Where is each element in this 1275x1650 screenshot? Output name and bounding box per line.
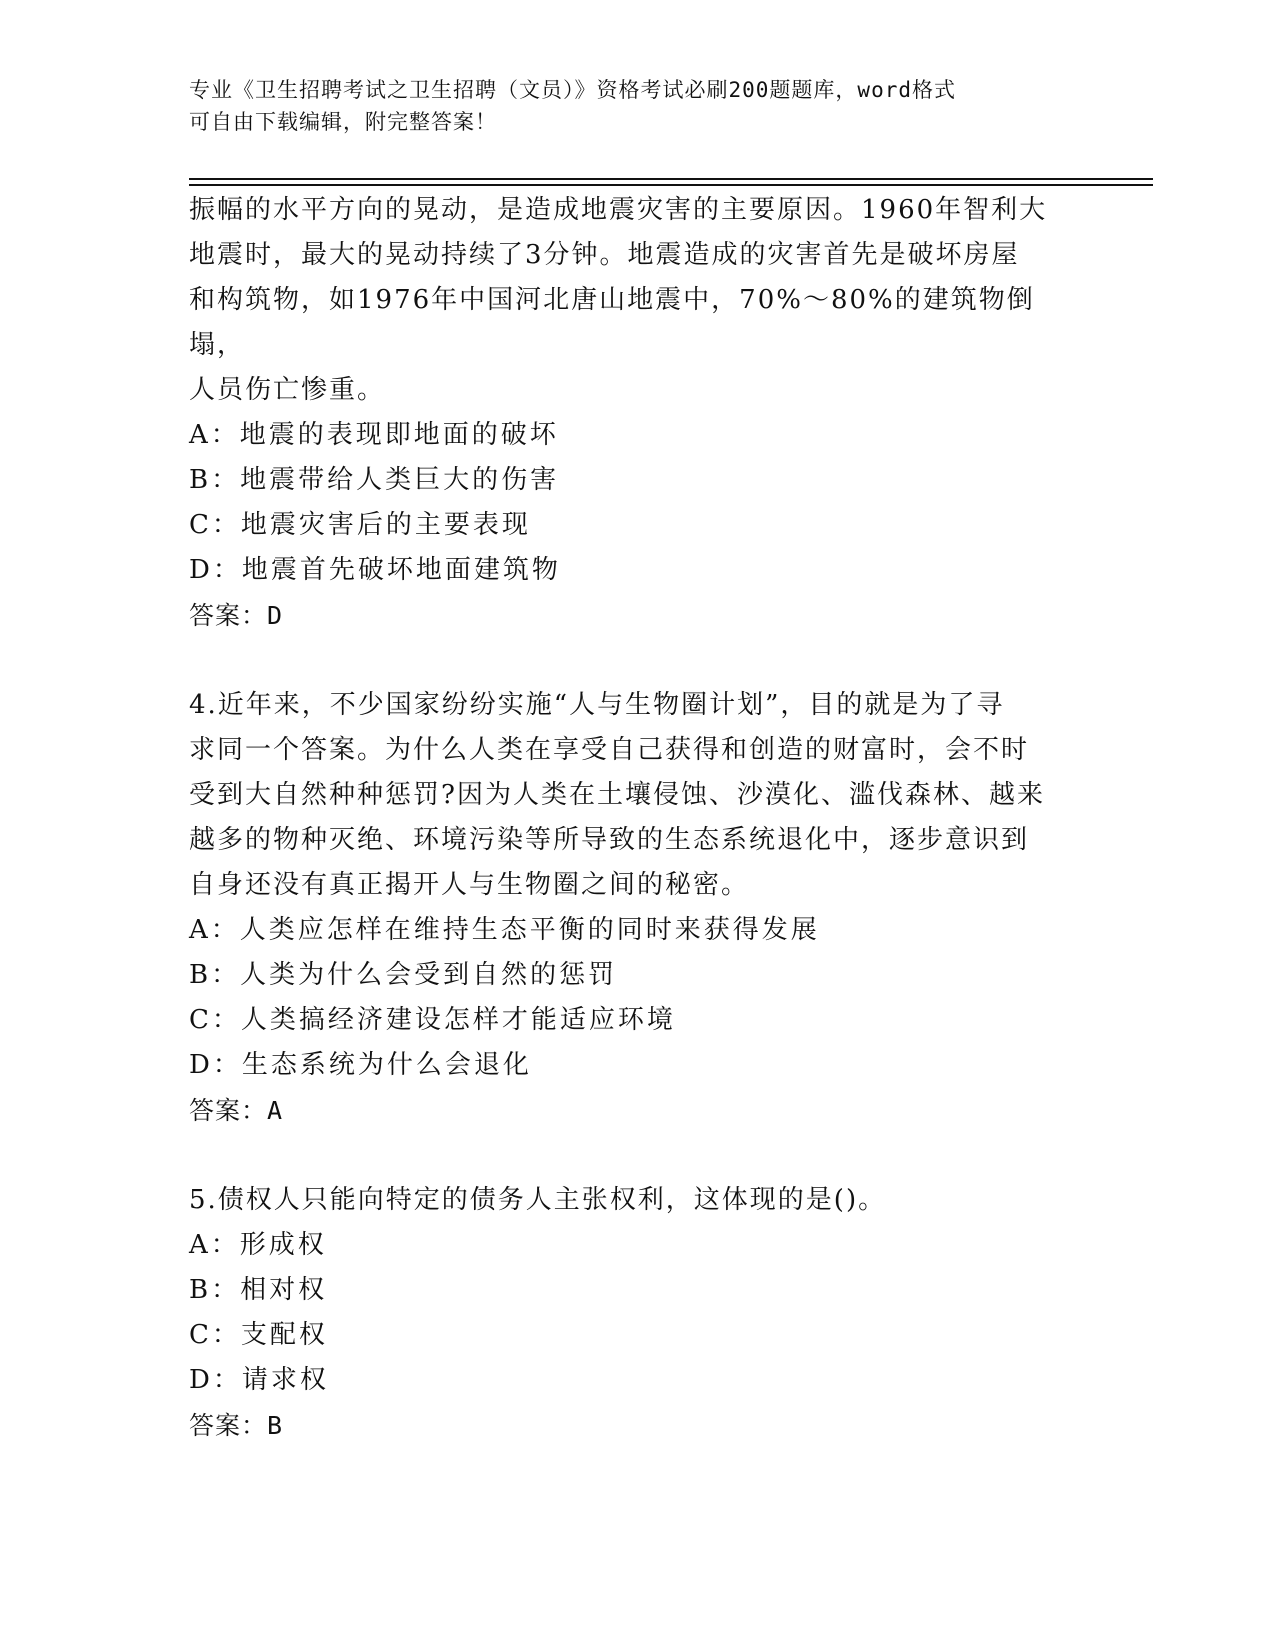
question-text-line: 地震时，最大的晃动持续了3分钟。地震造成的灾害首先是破坏房屋 bbox=[189, 240, 1020, 270]
question-text-line: 振幅的水平方向的晃动，是造成地震灾害的主要原因。1960年智利大 bbox=[189, 195, 1048, 225]
document-body bbox=[189, 188, 1089, 1448]
option-b: B：地震带给人类巨大的伤害 bbox=[189, 465, 560, 495]
answer-line bbox=[189, 593, 1089, 638]
question-text-line: 4.近年来，不少国家纷纷实施“人与生物圈计划”，目的就是为了寻 bbox=[189, 690, 1005, 720]
option-d: D：地震首先破坏地面建筑物 bbox=[189, 555, 561, 585]
question-3 bbox=[189, 188, 1089, 638]
question-text-line: 越多的物种灭绝、环境污染等所导致的生态系统退化中，逐步意识到 bbox=[189, 825, 1030, 855]
answer-value: D bbox=[267, 601, 284, 630]
header-divider-bottom bbox=[189, 184, 1153, 186]
question-text-line: 5.债权人只能向特定的债务人主张权利，这体现的是()。 bbox=[189, 1185, 887, 1215]
question-text-line: 求同一个答案。为什么人类在享受自己获得和创造的财富时，会不时 bbox=[189, 735, 1030, 765]
question-text-line: 自身还没有真正揭开人与生物圈之间的秘密。 bbox=[189, 870, 750, 900]
option-b: B：相对权 bbox=[189, 1275, 328, 1305]
spacer bbox=[189, 1133, 1089, 1178]
answer-label: 答案： bbox=[189, 1411, 268, 1440]
answer-value: A bbox=[267, 1096, 284, 1125]
header-line-1: 专业《卫生招聘考试之卫生招聘（文员）》资格考试必刷200题题库，word格式 bbox=[189, 78, 956, 102]
option-a: A：人类应怎样在维持生态平衡的同时来获得发展 bbox=[189, 915, 820, 945]
answer-line bbox=[189, 1088, 1089, 1133]
option-a: A：形成权 bbox=[189, 1230, 327, 1260]
option-d: D：生态系统为什么会退化 bbox=[189, 1050, 532, 1080]
question-text-line: 人员伤亡惨重。 bbox=[189, 375, 386, 405]
question-text-line: 和构筑物，如1976年中国河北唐山地震中，70%～80%的建筑物倒塌， bbox=[189, 285, 1035, 360]
answer-label: 答案： bbox=[189, 1096, 268, 1125]
option-d: D：请求权 bbox=[189, 1365, 329, 1395]
answer-label: 答案： bbox=[189, 601, 268, 630]
option-c: C：人类搞经济建设怎样才能适应环境 bbox=[189, 1005, 676, 1035]
question-text-line: 受到大自然种种惩罚?因为人类在土壤侵蚀、沙漠化、滥伐森林、越来 bbox=[189, 780, 1045, 810]
header-line-2: 可自由下载编辑，附完整答案！ bbox=[189, 110, 497, 134]
option-c: C：支配权 bbox=[189, 1320, 328, 1350]
spacer bbox=[189, 638, 1089, 683]
answer-value: B bbox=[267, 1411, 284, 1440]
option-b: B：人类为什么会受到自然的惩罚 bbox=[189, 960, 618, 990]
question-4 bbox=[189, 683, 1089, 1133]
question-5 bbox=[189, 1178, 1089, 1448]
header-divider-top bbox=[189, 178, 1153, 180]
document-header bbox=[189, 74, 1089, 138]
answer-line bbox=[189, 1403, 1089, 1448]
option-c: C：地震灾害后的主要表现 bbox=[189, 510, 531, 540]
option-a: A：地震的表现即地面的破坏 bbox=[189, 420, 559, 450]
